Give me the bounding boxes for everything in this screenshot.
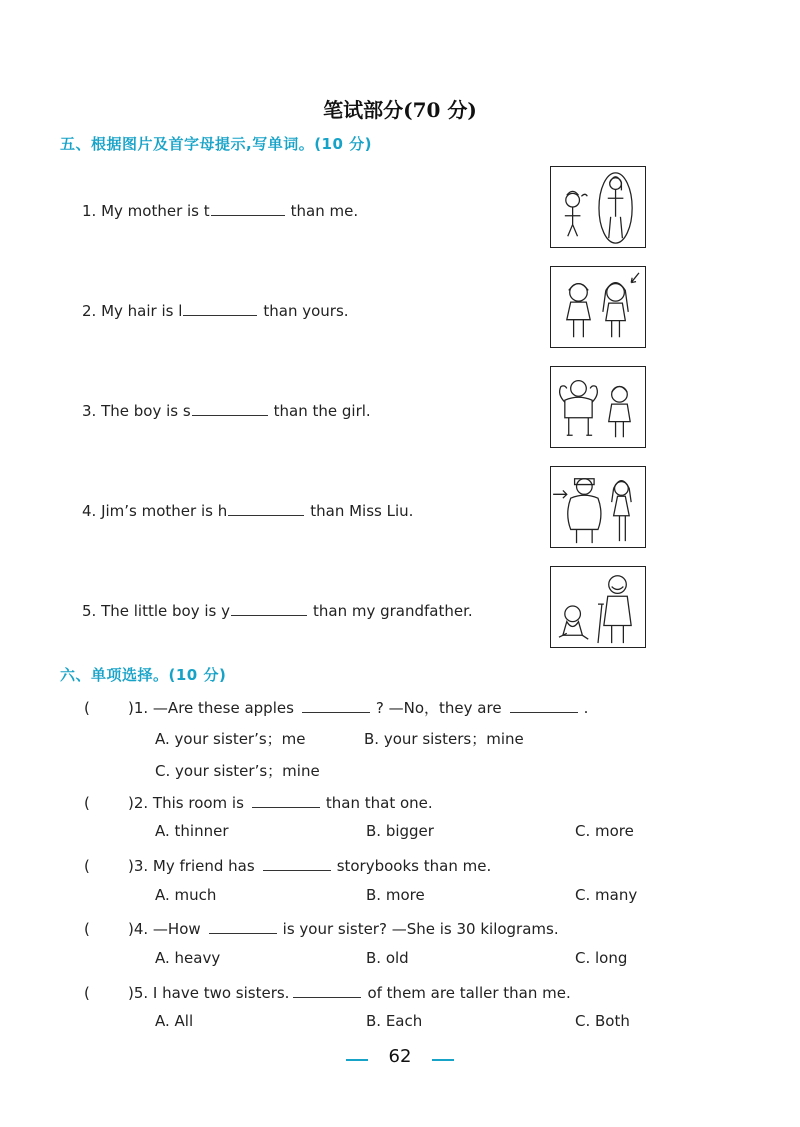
- fill-item-text: than me.: [290, 202, 359, 220]
- footer-rule-right: [432, 1059, 454, 1061]
- page-footer: [0, 1046, 800, 1072]
- answer-paren[interactable]: (: [84, 984, 90, 1002]
- question-1: [84, 696, 588, 718]
- option-5b: B. Each: [366, 1012, 423, 1030]
- answer-blank[interactable]: [510, 696, 578, 713]
- answer-blank[interactable]: [211, 199, 285, 216]
- question-text: )2. This room is: [128, 794, 244, 812]
- option-4c: C. long: [575, 949, 628, 967]
- answer-blank[interactable]: [252, 791, 320, 808]
- fill-item-text: than my grandfather.: [312, 602, 473, 620]
- answer-blank[interactable]: [263, 854, 331, 871]
- fill-item-text: 4. Jim’s mother is h: [82, 502, 228, 520]
- option-3a: A. much: [155, 886, 217, 904]
- answer-blank[interactable]: [209, 917, 277, 934]
- picture-mother-tall: [550, 166, 646, 248]
- question-text: ? —No，they are: [375, 699, 502, 717]
- fill-item-2: [82, 299, 349, 320]
- option-2a: A. thinner: [155, 822, 229, 840]
- question-text: )4. —How: [128, 920, 201, 938]
- answer-blank[interactable]: [231, 599, 307, 616]
- section-6-heading: 六、单项选择。(10 分): [60, 666, 227, 684]
- question-text: than that one.: [325, 794, 433, 812]
- answer-paren[interactable]: (: [84, 857, 90, 875]
- answer-blank[interactable]: [293, 981, 361, 998]
- section-5-heading: 五、根据图片及首字母提示,写单词。(10 分): [60, 135, 373, 153]
- picture-hair-length: [550, 266, 646, 348]
- picture-boy-grandfather: [550, 566, 646, 648]
- question-text: )5. I have two sisters.: [128, 984, 290, 1002]
- question-text: storybooks than me.: [336, 857, 492, 875]
- option-4a: A. heavy: [155, 949, 221, 967]
- answer-paren[interactable]: (: [84, 920, 90, 938]
- fill-item-text: 5. The little boy is y: [82, 602, 230, 620]
- option-5a: A. All: [155, 1012, 194, 1030]
- option-3b: B. more: [366, 886, 425, 904]
- answer-blank[interactable]: [192, 399, 268, 416]
- option-1b: B. your sisters；mine: [364, 730, 524, 748]
- question-text: )3. My friend has: [128, 857, 255, 875]
- option-2c: C. more: [575, 822, 634, 840]
- question-4: [84, 917, 559, 938]
- option-5c: C. Both: [575, 1012, 630, 1030]
- page-title: 笔试部分(70 分): [323, 98, 477, 122]
- answer-blank[interactable]: [183, 299, 257, 316]
- question-text: of them are taller than me.: [367, 984, 571, 1002]
- fill-item-3: [82, 399, 371, 420]
- option-2b: B. bigger: [366, 822, 434, 840]
- question-text: is your sister? —She is 30 kilograms.: [282, 920, 559, 938]
- fill-item-text: than Miss Liu.: [310, 502, 414, 520]
- answer-paren[interactable]: (: [84, 699, 90, 717]
- picture-mother-heavy: [550, 466, 646, 548]
- question-5: [84, 981, 571, 1002]
- fill-item-4: [82, 499, 413, 520]
- page-number: 62: [388, 1046, 412, 1067]
- option-1a: A. your sister’s；me: [155, 730, 306, 748]
- fill-item-5: [82, 599, 473, 620]
- answer-blank[interactable]: [228, 499, 304, 516]
- question-3: [84, 854, 491, 875]
- answer-paren[interactable]: (: [84, 794, 90, 812]
- fill-item-text: 1. My mother is t: [82, 202, 210, 220]
- question-text: )1. —Are these apples: [128, 699, 294, 717]
- option-3c: C. many: [575, 886, 638, 904]
- fill-item-text: than the girl.: [273, 402, 371, 420]
- fill-item-text: than yours.: [263, 302, 349, 320]
- option-1c: C. your sister’s；mine: [155, 762, 320, 780]
- fill-item-1: [82, 199, 358, 220]
- fill-item-text: 3. The boy is s: [82, 402, 191, 420]
- answer-blank[interactable]: [302, 696, 370, 713]
- picture-strong-boy: [550, 366, 646, 448]
- question-text: .: [583, 699, 589, 717]
- fill-item-text: 2. My hair is l: [82, 302, 183, 320]
- option-4b: B. old: [366, 949, 409, 967]
- question-2: [84, 791, 433, 812]
